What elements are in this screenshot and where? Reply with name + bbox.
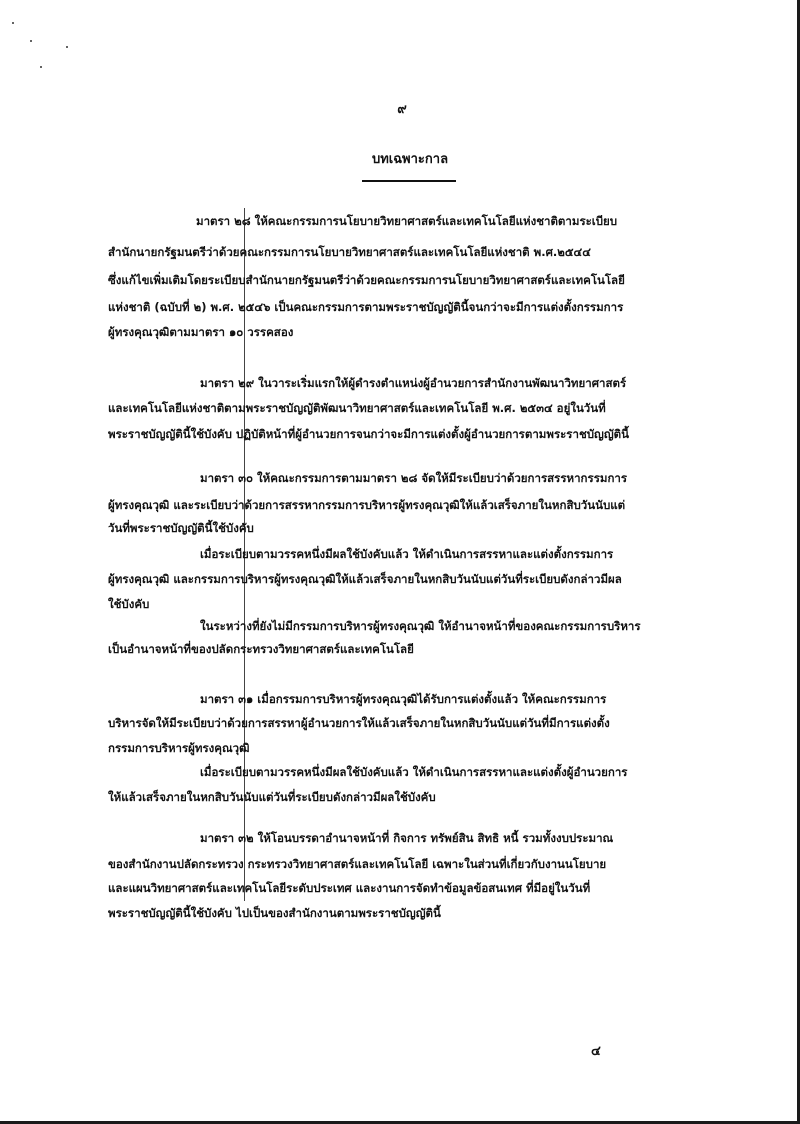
scan-speck bbox=[12, 22, 14, 24]
section-30-line-8: เป็นอำนาจหน้าที่ของปลัดกระทรวงวิทยาศาสตร์และเทคโนโลยี bbox=[108, 642, 414, 656]
section-29-line-1: มาตรา ๒๙ ในวาระเริ่มแรกให้ผู้ดำรงตำแหน่งผู้อำนวยการสำนักงานพัฒนาวิทยาศาสตร์ bbox=[200, 376, 627, 390]
section-30-line-1: มาตรา ๓๐ ให้คณะกรรมการตามมาตรา ๒๘ จัดให้มีระเบียบว่าด้วยการสรรหากรรมการ bbox=[200, 471, 628, 485]
scan-speck bbox=[40, 66, 42, 68]
section-31-line-5: ให้แล้วเสร็จภายในหกสิบวันนับแต่วันที่ระเบียบดังกล่าวมีผลใช้บังคับ bbox=[108, 790, 436, 804]
section-30-line-7: ในระหว่างที่ยังไม่มีกรรมการบริหารผู้ทรงคุณวุฒิ ให้อำนาจหน้าที่ของคณะกรรมการบริหาร bbox=[200, 619, 641, 633]
section-28-line-3: ซึ่งแก้ไขเพิ่มเติมโดยระเบียบสำนักนายกรัฐมนตรีว่าด้วยคณะกรรมการนโยบายวิทยาศาสตร์และเทคโนโลยี bbox=[108, 273, 625, 287]
section-31-line-4: เมื่อระเบียบตามวรรคหนึ่งมีผลใช้บังคับแล้ว ให้ดำเนินการสรรหาและแต่งตั้งผู้อำนวยการ bbox=[200, 765, 628, 779]
scan-speck bbox=[30, 40, 32, 42]
section-28-line-4: แห่งชาติ (ฉบับที่ ๒) พ.ศ. ๒๕๔๖ เป็นคณะกรรมการตามพระราชบัญญัตินี้จนกว่าจะมีการแต่งตั้งกรรมการ bbox=[108, 300, 624, 314]
section-30-line-2: ผู้ทรงคุณวุฒิ และระเบียบว่าด้วยการสรรหากรรมการบริหารผู้ทรงคุณวุฒิให้แล้วเสร็จภายในหกสิบวันนับแต่ bbox=[108, 498, 626, 512]
section-31-line-3: กรรมการบริหารผู้ทรงคุณวุฒิ bbox=[108, 741, 250, 755]
section-30-line-6: ใช้บังคับ bbox=[108, 597, 150, 611]
footer-mark: ๔ bbox=[591, 1044, 601, 1059]
section-32-line-4: พระราชบัญญัตินี้ใช้บังคับ ไปเป็นของสำนักงานตามพระราชบัญญัตินี้ bbox=[108, 906, 441, 920]
section-29-line-2: และเทคโนโลยีแห่งชาติตามพระราชบัญญัติพัฒนาวิทยาศาสตร์และเทคโนโลยี พ.ศ. ๒๕๓๔ อยู่ในวันที่ bbox=[108, 401, 606, 415]
section-32-line-2: ของสำนักงานปลัดกระทรวง กระทรวงวิทยาศาสตร์และเทคโนโลยี เฉพาะในส่วนที่เกี่ยวกับงานนโยบาย bbox=[108, 857, 607, 871]
section-28-line-5: ผู้ทรงคุณวุฒิตามมาตรา ๑๐ วรรคสอง bbox=[108, 325, 294, 339]
section-31-line-1: มาตรา ๓๑ เมื่อกรรมการบริหารผู้ทรงคุณวุฒิได้รับการแต่งตั้งแล้ว ให้คณะกรรมการ bbox=[200, 692, 607, 706]
page-number: ๙ bbox=[397, 102, 407, 117]
chapter-title: บทเฉพาะกาล bbox=[371, 152, 449, 167]
section-29-line-3: พระราชบัญญัตินี้ใช้บังคับ ปฏิบัติหน้าที่ผู้อำนวยการจนกว่าจะมีการแต่งตั้งผู้อำนวยการตามพระราชบัญญัตินี้ bbox=[108, 427, 629, 441]
section-30-line-4: เมื่อระเบียบตามวรรคหนึ่งมีผลใช้บังคับแล้ว ให้ดำเนินการสรรหาและแต่งตั้งกรรมการ bbox=[200, 547, 614, 561]
scan-speck bbox=[66, 46, 68, 48]
section-31-line-2: บริหารจัดให้มีระเบียบว่าด้วยการสรรหาผู้อำนวยการให้แล้วเสร็จภายในหกสิบวันนับแต่วันที่มีการแต่งตั้ง bbox=[108, 716, 610, 730]
section-28-line-2: สำนักนายกรัฐมนตรีว่าด้วยคณะกรรมการนโยบายวิทยาศาสตร์และเทคโนโลยีแห่งชาติ พ.ศ.๒๕๔๔ bbox=[108, 245, 591, 259]
section-28-line-1: มาตรา ๒๘ ให้คณะกรรมการนโยบายวิทยาศาสตร์และเทคโนโลยีแห่งชาติตามระเบียบ bbox=[196, 214, 618, 228]
section-30-line-5: ผู้ทรงคุณวุฒิ และกรรมการบริหารผู้ทรงคุณวุฒิให้แล้วเสร็จภายในหกสิบวันนับแต่วันที่ระเบียบดังกล่าวมีผล bbox=[108, 572, 622, 586]
section-30-line-3: วันที่พระราชบัญญัตินี้ใช้บังคับ bbox=[108, 521, 254, 535]
section-32-line-3: และแผนวิทยาศาสตร์และเทคโนโลยีระดับประเทศ และงานการจัดทำข้อมูลข้อสนเทศ ที่มีอยู่ในวันที่ bbox=[108, 881, 591, 895]
title-underline bbox=[362, 180, 456, 182]
section-32-line-1: มาตรา ๓๒ ให้โอนบรรดาอำนาจหน้าที่ กิจการ ทรัพย์สิน สิทธิ หนี้ รวมทั้งงบประมาณ bbox=[200, 831, 614, 845]
